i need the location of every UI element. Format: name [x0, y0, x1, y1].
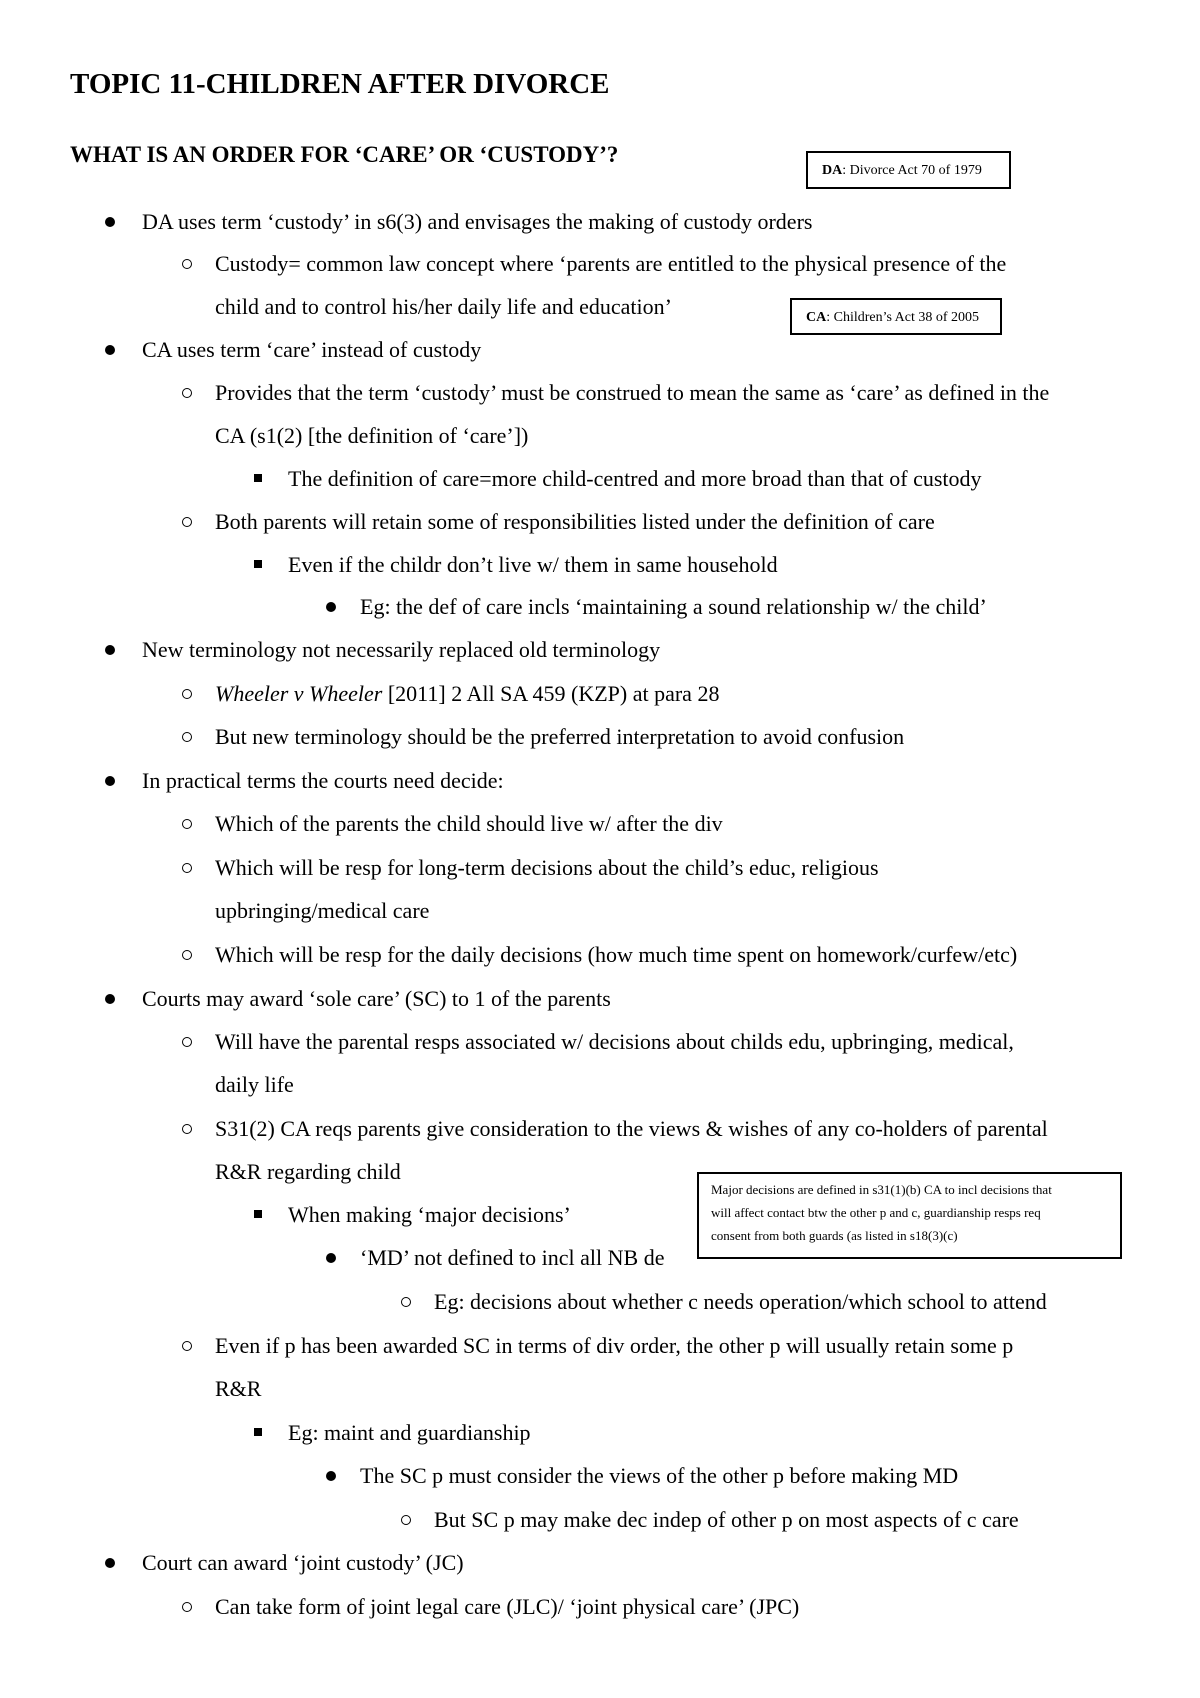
bullet-square	[254, 560, 262, 568]
note-ca-definition	[790, 298, 1002, 335]
list-item: Even if the childr don’t live w/ them in same household	[288, 552, 778, 577]
list-item: The definition of care=more child-centred and more broad than that of custody	[288, 466, 982, 491]
list-item: Eg: decisions about whether c needs operation/which school to attend	[434, 1289, 1047, 1314]
note-ca-abbr: CA	[806, 310, 827, 325]
bullet-dot	[105, 217, 115, 227]
list-item	[215, 681, 719, 707]
note-line: will affect contact btw the other p and c, guardianship resps req	[711, 1205, 1041, 1220]
bullet-dot	[326, 602, 336, 612]
bullet-circle	[182, 517, 192, 527]
bullet-circle	[182, 388, 192, 398]
bullet-square	[254, 1428, 262, 1436]
bullet-dot	[105, 994, 115, 1004]
section-heading: WHAT IS AN ORDER FOR ‘CARE’ OR ‘CUSTODY’?	[70, 142, 619, 167]
bullet-square	[254, 1210, 262, 1218]
note-da-text: : Divorce Act 70 of 1979	[842, 163, 982, 178]
list-item: Courts may award ‘sole care’ (SC) to 1 of the parents	[142, 986, 611, 1011]
note-line: Major decisions are defined in s31(1)(b) CA to incl decisions that	[711, 1182, 1052, 1197]
note-da-definition	[806, 151, 1011, 189]
list-item: In practical terms the courts need decide:	[142, 768, 504, 793]
bullet-circle	[182, 1341, 192, 1351]
page-title: TOPIC 11-CHILDREN AFTER DIVORCE	[70, 68, 610, 100]
list-item-continuation: child and to control his/her daily life and education’	[215, 294, 672, 319]
bullet-circle	[182, 1602, 192, 1612]
list-item: ‘MD’ not defined to incl all NB de	[360, 1245, 665, 1270]
list-item: Which will be resp for long-term decisions about the child’s educ, religious	[215, 855, 879, 880]
list-item: The SC p must consider the views of the other p before making MD	[360, 1463, 959, 1488]
list-item: Court can award ‘joint custody’ (JC)	[142, 1550, 464, 1575]
list-item: Custody= common law concept where ‘parents are entitled to the physical presence of the	[215, 251, 1007, 276]
bullet-circle	[401, 1515, 411, 1525]
bullet-circle	[182, 950, 192, 960]
case-citation: [2011] 2 All SA 459 (KZP) at para 28	[382, 681, 720, 706]
bullet-circle	[182, 1124, 192, 1134]
list-item: DA uses term ‘custody’ in s6(3) and envisages the making of custody orders	[142, 209, 813, 234]
bullet-circle	[182, 689, 192, 699]
list-item-continuation: upbringing/medical care	[215, 898, 430, 923]
bullet-square	[254, 474, 262, 482]
list-item: Which of the parents the child should live w/ after the div	[215, 811, 723, 836]
list-item-continuation: R&R	[215, 1376, 262, 1401]
bullet-dot	[326, 1253, 336, 1263]
list-item: When making ‘major decisions’	[288, 1202, 571, 1227]
bullet-circle	[182, 863, 192, 873]
bullet-dot	[105, 345, 115, 355]
bullet-circle	[182, 259, 192, 269]
note-da-abbr: DA	[822, 163, 843, 178]
list-item: But new terminology should be the preferred interpretation to avoid confusion	[215, 724, 905, 749]
case-name: Wheeler v Wheeler	[215, 681, 383, 706]
bullet-dot	[105, 1558, 115, 1568]
list-item: Eg: the def of care incls ‘maintaining a sound relationship w/ the child’	[360, 594, 987, 619]
bullet-circle	[182, 732, 192, 742]
bullet-circle	[401, 1297, 411, 1307]
bullet-dot	[105, 645, 115, 655]
list-item-continuation: CA (s1(2) [the definition of ‘care’])	[215, 423, 529, 448]
list-item: Will have the parental resps associated w/ decisions about childs edu, upbringing, medical,	[215, 1029, 1014, 1054]
list-item: New terminology not necessarily replaced old terminology	[142, 637, 661, 662]
bullet-circle	[182, 819, 192, 829]
list-item: Both parents will retain some of responsibilities listed under the definition of care	[215, 509, 935, 534]
list-item: Even if p has been awarded SC in terms of div order, the other p will usually retain some p	[215, 1333, 1014, 1358]
bullet-dot	[326, 1471, 336, 1481]
note-line: consent from both guards (as listed in s18(3)(c)	[711, 1228, 958, 1243]
note-ca-text: : Children’s Act 38 of 2005	[826, 310, 980, 325]
list-item-continuation: R&R regarding child	[215, 1159, 401, 1184]
list-item: But SC p may make dec indep of other p on most aspects of c care	[434, 1507, 1019, 1532]
list-item: CA uses term ‘care’ instead of custody	[142, 337, 482, 362]
list-item: Can take form of joint legal care (JLC)/ ‘joint physical care’ (JPC)	[215, 1594, 800, 1619]
bullet-dot	[105, 776, 115, 786]
list-item: Which will be resp for the daily decisions (how much time spent on homework/curfew/etc)	[215, 942, 1018, 967]
bullet-circle	[182, 1037, 192, 1047]
note-major-decisions	[697, 1172, 1122, 1259]
list-item: Eg: maint and guardianship	[288, 1420, 531, 1445]
list-item: Provides that the term ‘custody’ must be construed to mean the same as ‘care’ as defined in the	[215, 380, 1050, 405]
list-item: S31(2) CA reqs parents give consideration to the views & wishes of any co-holders of parental	[215, 1116, 1048, 1141]
list-item-continuation: daily life	[215, 1072, 294, 1097]
